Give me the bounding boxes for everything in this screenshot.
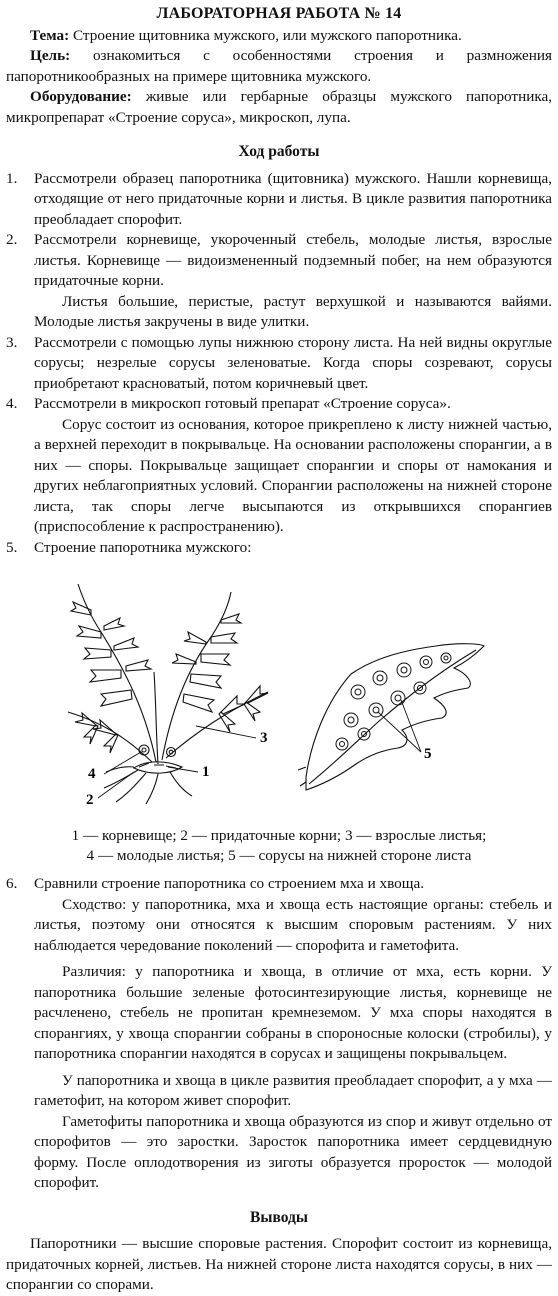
goal-text: ознакомиться с особенностями строения и размножения папоротникообразных на примере щитовника мужского. (6, 47, 552, 85)
goal-paragraph (6, 46, 552, 87)
item6-intro: Сравнили строение папоротника со строением мха и хвоща. (34, 875, 424, 892)
item-paragraph: Строение папоротника мужского: (34, 538, 252, 556)
caption-line-2: 4 — молодые листья; 5 — сорусы на нижней стороне листа (86, 847, 472, 864)
sori-circles (336, 653, 451, 750)
conclusions-text: Папоротники — высшие споровые растения. Спорофит состоит из корневища, придаточных корней, листьев. На нижней стороне листа находятся сорусы, в них — спорангии со спорами. (6, 1235, 552, 1293)
item-paragraph: Рассмотрели корневище, укороченный стебель, молодые листья, взрослые листья. Корневище — видоизмененный подземный побег, на нем образуются придаточные корни. (34, 231, 552, 289)
caption-line-1: 1 — корневище; 2 — придаточные корни; 3 — взрослые листья; (71, 827, 487, 844)
item6-cycle: У папоротника и хвоща в цикле развития преобладает спорофит, а у мха — гаметофит, на котором живет спорофит. (34, 1071, 552, 1109)
procedure-item-2 (6, 230, 552, 333)
equipment-text: живые или гербарные образцы мужского папоротника, микропрепарат «Строение соруса», микроскоп, лупа. (6, 88, 553, 126)
figure-label-4: 4 (88, 766, 96, 782)
item6-differences: Различия: у папоротника и хвоща, в отличие от мха, есть корни. У папоротника большие зеленые фотосинтезирующие листья, корневище не расчленено, стебель не пропитан кремнеземом. У мха споры находятся в спорангиях, у хвоща спорангии собраны в спороносные колоски (стробилы), у папоротника спорангии находятся в сорусах и защищены покрывальцем. (34, 963, 552, 1062)
equipment-paragraph (6, 87, 552, 128)
figure-caption (6, 826, 552, 866)
equipment-label: Оборудование: (30, 88, 132, 105)
procedure-item-3 (6, 333, 552, 395)
item6-gametophytes: Гаметофиты папоротника и хвоща образуются из спор и живут отдельно от спорофитов — это заростки. Заросток папоротника имеет сердцевидную форму. После оплодотворения из зиготы образуется проросток — молодой спорофит. (34, 1112, 552, 1191)
figure-label-2: 2 (86, 792, 94, 808)
item-number: 3. (6, 333, 18, 351)
page-title: ЛАБОРАТОРНАЯ РАБОТА № 14 (156, 5, 402, 22)
conclusions-heading: Выводы (250, 1208, 308, 1226)
topic-paragraph (6, 26, 552, 47)
figure-label-3: 3 (260, 730, 268, 746)
item-number: 6. (6, 875, 18, 892)
fern-plant-drawing (68, 584, 268, 804)
item-number: 5. (6, 538, 18, 556)
procedure-item-4 (6, 394, 552, 538)
item-paragraph: Рассмотрели с помощью лупы нижнюю сторону листа. На ней видны округлые сорусы; незрелые сорусы зеленоватые. Когда споры созревают, сорусы приобретают красноватый, потом коричневый цвет. (34, 333, 552, 392)
item-paragraph: Листья большие, перистые, растут верхушкой и называются вайями. Молодые листья закручены в виде улитки. (34, 292, 552, 330)
topic-text: Строение щитовника мужского, или мужского папоротника. (72, 26, 462, 44)
item-paragraph: Рассмотрели образец папоротника (щитовника) мужского. Нашли корневища, отходящие от него придаточные корни и листья. В цикле развития папоротника преобладает спорофит. (34, 169, 552, 228)
sori-leaf-drawing (298, 644, 484, 790)
procedure-item-6 (6, 874, 552, 1194)
goal-label: Цель: (30, 47, 71, 64)
item-number: 2. (6, 231, 18, 248)
item-paragraph: Сорус состоит из основания, которое прикреплено к листу нижней частью, а верхней переходит в покрывальце. На основании расположены спорангии, а в них — споры. Покрывальце защищает спорангии и споры от намокания и других неблагоприятных условий. Спорангии расположены на нижней стороне листа, так споры легче высыпаются из открывшихся спорангиев (приспособление к распространению). (34, 415, 552, 535)
procedure-item-1 (6, 169, 552, 231)
fern-figure (6, 562, 552, 824)
figure-label-1: 1 (202, 764, 210, 780)
fern-illustration (6, 562, 552, 824)
item6-similarity: Сходство: у папоротника, мха и хвоща есть настоящие органы: стебель и листья, поэтому они относятся к высшим споровым растениям. У них наблюдается чередование поколений — спорофита и гаметофита. (34, 895, 552, 954)
topic-label: Тема: (30, 26, 70, 44)
figure-label-5: 5 (424, 746, 432, 762)
item-number: 4. (6, 395, 18, 412)
sori-leader-lines (378, 700, 421, 752)
item-number: 1. (6, 169, 18, 187)
procedure-heading: Ход работы (238, 143, 320, 160)
item-paragraph: Рассмотрели в микроскоп готовый препарат «Строение соруса». (34, 395, 451, 412)
procedure-item-5 (6, 538, 552, 559)
